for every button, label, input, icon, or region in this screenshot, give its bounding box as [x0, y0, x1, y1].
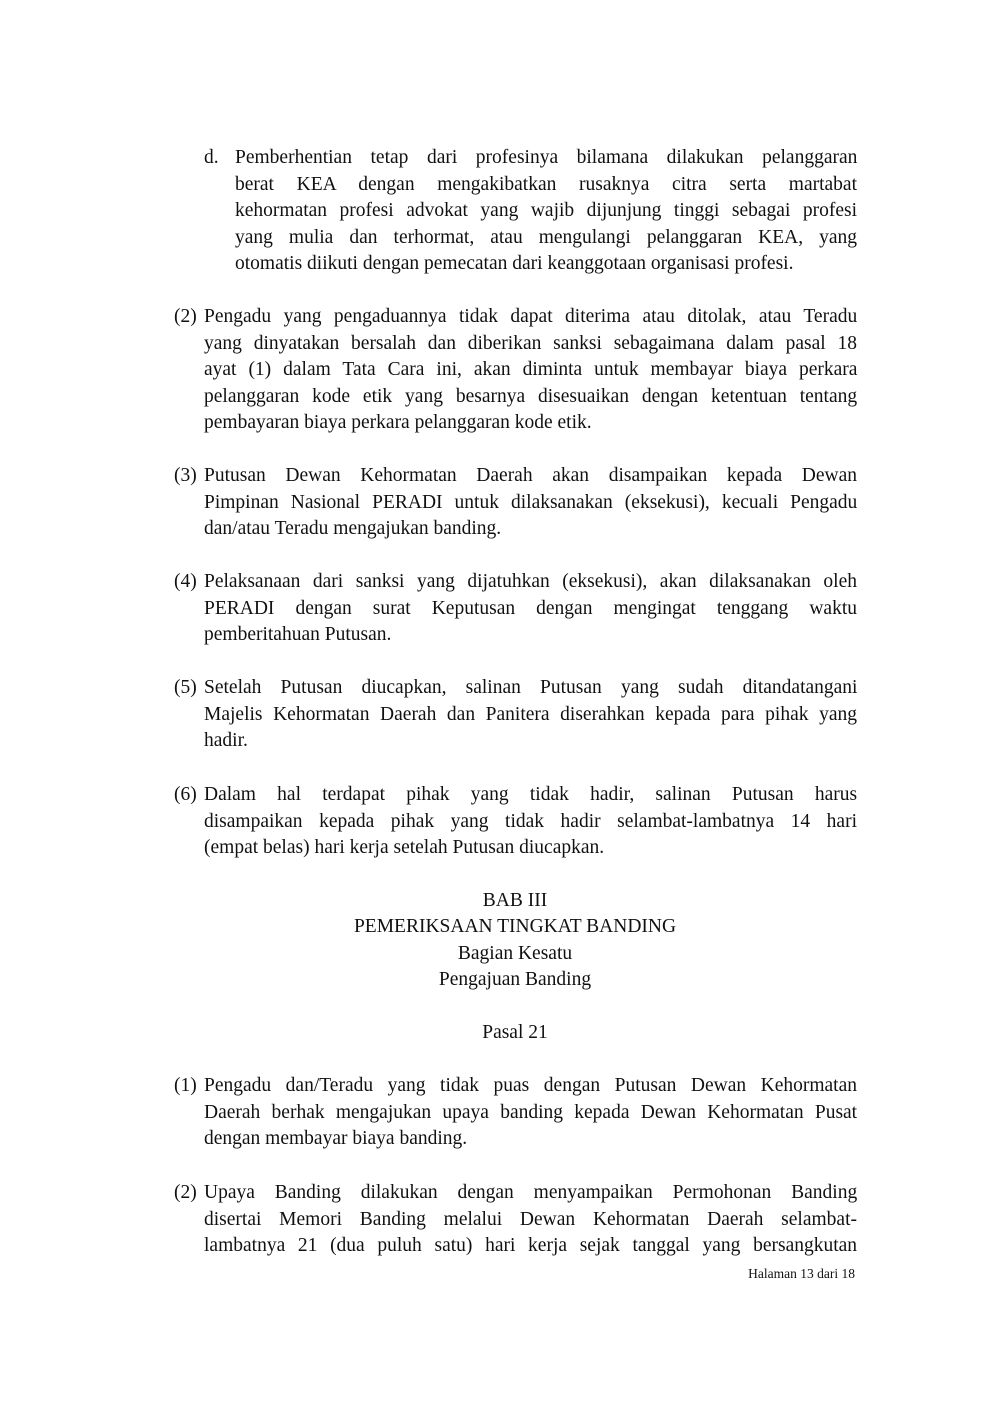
text-line: Daerah berhak mengajukan upaya banding kepada Dewan Kehormatan Pusat	[204, 1101, 858, 1123]
text-line: yang dinyatakan bersalah dan diberikan sanksi sebagaimana dalam pasal 18	[204, 332, 857, 354]
part-number: Bagian Kesatu	[457, 943, 573, 964]
text-line: pembayaran biaya perkara pelanggaran kode etik.	[204, 412, 592, 433]
article-heading: Pasal 21	[482, 1022, 548, 1043]
text-line: pelanggaran kode etik yang besarnya disesuaikan dengan ketentuan tentang	[204, 385, 858, 407]
list-marker: (2)	[174, 1182, 197, 1203]
list-marker: (5)	[174, 677, 197, 698]
text-line: berat KEA dengan mengakibatkan rusaknya citra serta martabat	[235, 173, 857, 195]
page-number: Halaman 13 dari 18	[748, 1266, 855, 1281]
text-line: hadir.	[204, 730, 248, 751]
text-line: Majelis Kehormatan Daerah dan Panitera diserahkan kepada para pihak yang	[204, 703, 857, 725]
text-line: lambatnya 21 (dua puluh satu) hari kerja sejak tanggal yang bersangkutan	[204, 1235, 858, 1256]
list-marker: (1)	[174, 1075, 197, 1096]
text-line: dengan membayar biaya banding.	[204, 1128, 468, 1149]
text-line: kehormatan profesi advokat yang wajib dijunjung tinggi sebagai profesi	[235, 200, 858, 221]
text-line: yang mulia dan terhormat, atau mengulangi pelanggaran KEA, yang	[235, 226, 857, 248]
text-line: Pelaksanaan dari sanksi yang dijatuhkan (eksekusi), akan dilaksanakan oleh	[204, 571, 857, 592]
text-line: dan/atau Teradu mengajukan banding.	[204, 518, 502, 539]
text-line: Pengadu dan/Teradu yang tidak puas dengan Putusan Dewan Kehormatan	[204, 1075, 857, 1096]
text-line: disertai Memori Banding melalui Dewan Kehormatan Daerah selambat-	[204, 1208, 857, 1230]
text-line: Pimpinan Nasional PERADI untuk dilaksanakan (eksekusi), kecuali Pengadu	[204, 491, 858, 513]
text-line: ayat (1) dalam Tata Cara ini, akan diminta untuk membayar biaya perkara	[204, 359, 858, 380]
text-line: otomatis diikuti dengan pemecatan dari keanggotaan organisasi profesi.	[235, 253, 794, 274]
text-line: Setelah Putusan diucapkan, salinan Putusan yang sudah ditandatangani	[204, 677, 858, 698]
list-marker: (2)	[174, 306, 197, 327]
text-line: Pemberhentian tetap dari profesinya bilamana dilakukan pelanggaran	[235, 147, 858, 168]
text-line: disampaikan kepada pihak yang tidak hadir selambat-lambatnya 14 hari	[204, 810, 857, 832]
text-line: Dalam hal terdapat pihak yang tidak hadir, salinan Putusan harus	[204, 784, 858, 805]
list-marker: d.	[204, 147, 219, 168]
chapter-number: BAB III	[482, 890, 548, 911]
list-marker: (3)	[174, 465, 197, 486]
text-line: Pengadu yang pengaduannya tidak dapat diterima atau ditolak, atau Teradu	[204, 306, 858, 327]
list-marker: (6)	[174, 784, 197, 805]
text-line: (empat belas) hari kerja setelah Putusan diucapkan.	[204, 837, 605, 858]
text-line: pemberitahuan Putusan.	[204, 624, 392, 645]
part-title: Pengajuan Banding	[438, 969, 592, 990]
chapter-title: PEMERIKSAAN TINGKAT BANDING	[353, 916, 677, 937]
list-marker: (4)	[174, 571, 197, 592]
text-line: Upaya Banding dilakukan dengan menyampaikan Permohonan Banding	[204, 1182, 858, 1203]
text-line: Putusan Dewan Kehormatan Daerah akan disampaikan kepada Dewan	[204, 465, 857, 486]
text-line: PERADI dengan surat Keputusan dengan mengingat tenggang waktu	[204, 597, 857, 619]
